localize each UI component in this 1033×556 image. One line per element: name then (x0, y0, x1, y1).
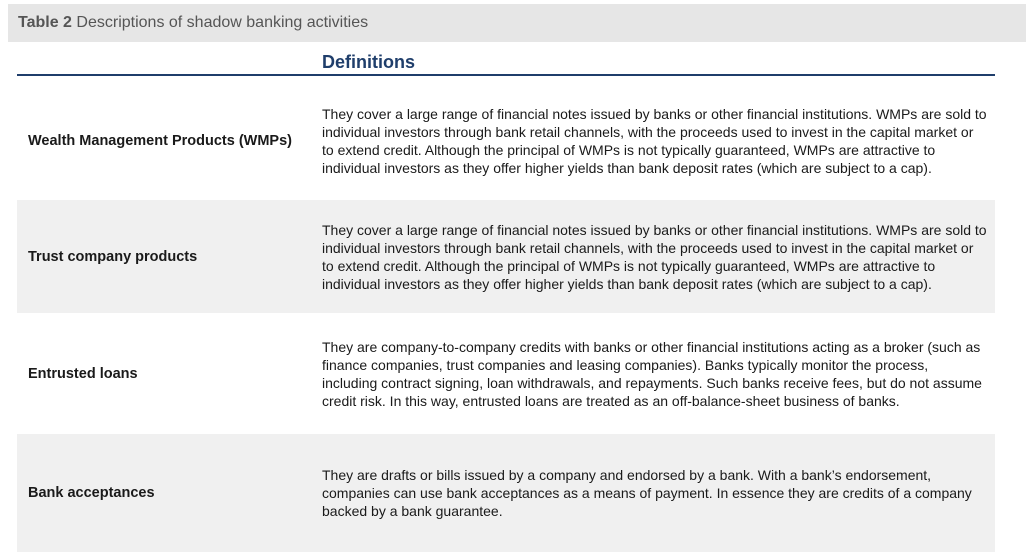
header-divider (17, 74, 995, 76)
table-row (17, 200, 995, 313)
definitions-column-header: Definitions (322, 52, 415, 72)
table-caption: Descriptions of shadow banking activities (76, 14, 369, 31)
row-definition: They are drafts or bills issued by a company and endorsed by a bank. With a bank’s endorsement, companies can use bank acceptances as a means of payment. In essence they are credits of a company backed by a bank guarantee. (322, 467, 972, 519)
row-label: Entrusted loans (28, 365, 138, 382)
table-row (17, 434, 995, 552)
row-label: Wealth Management Products (WMPs) (28, 132, 292, 149)
row-definition: They cover a large range of financial notes issued by banks or other financial institutions. WMPs are sold to individual investors through bank retail channels, with the proceeds used to invest in the capital market or to extend credit. Although the principal of WMPs is not typically guaranteed, WMPs are attractive to individual investors as they offer higher yields than bank deposit rates (which are subject to a cap). (322, 105, 987, 176)
row-definition: They cover a large range of financial notes issued by banks or other financial institutions. WMPs are sold to individual investors through bank retail channels, with the proceeds used to invest in the capital market or to extend credit. Although the principal of WMPs is not typically guaranteed, WMPs are attractive to individual investors as they offer higher yields than bank deposit rates (which are subject to a cap). (322, 221, 987, 292)
table-row (17, 84, 995, 197)
table-title-bar (8, 4, 1026, 42)
table-number: Table 2 (18, 14, 72, 31)
table-row (17, 317, 995, 430)
row-label: Bank acceptances (28, 485, 155, 501)
row-label: Trust company products (28, 248, 198, 265)
row-definition: They are company-to-company credits with banks or other financial institutions acting as a broker (such as finance companies, trust companies and leasing companies). Banks typically monitor the process, including contract signing, loan withdrawals, and repayments. Such banks receive fees, but do not assume credit risk. In this way, entrusted loans are treated as an off-balance-sheet business of banks. (322, 338, 982, 409)
